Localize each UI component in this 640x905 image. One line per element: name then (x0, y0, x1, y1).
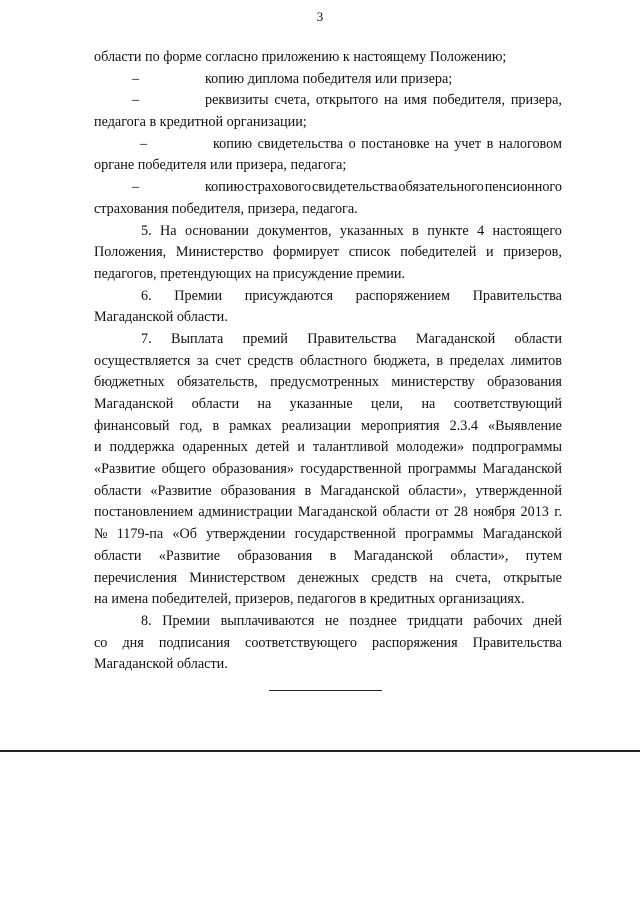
word: пенсионного (484, 179, 562, 196)
word: в (486, 135, 494, 152)
paragraph-7-line (94, 351, 562, 373)
word: страхового (245, 179, 311, 196)
word: свидетельства (257, 135, 344, 152)
word: имя (403, 92, 427, 109)
word: налоговом (498, 135, 562, 152)
paragraph-5-line (94, 221, 562, 243)
word: постановке (361, 135, 430, 152)
word: пункте (427, 222, 469, 239)
word: 4 (477, 222, 485, 239)
word: лимитов (510, 352, 562, 369)
word: от (435, 504, 449, 521)
word: распоряжения (372, 634, 458, 651)
list-item-tax-certificate (94, 134, 562, 156)
word: «Выявление (487, 417, 562, 434)
word: основании (184, 222, 249, 239)
word: «Развитие (94, 461, 156, 478)
word: Магаданской (415, 330, 496, 347)
word: бюджетных (94, 374, 165, 391)
word: «Развитие (158, 547, 221, 564)
list-dash: – (132, 92, 140, 109)
word: обязательств, (176, 374, 258, 391)
word: На (160, 222, 177, 239)
word: утверждении (206, 526, 286, 543)
paragraph-8-line: Магаданской области. (94, 656, 228, 673)
word: тридцати (407, 612, 463, 629)
word: соответствующего (245, 634, 357, 651)
word: Магаданской (297, 504, 378, 521)
word: формирует (273, 244, 340, 261)
word: Министерство (175, 244, 264, 261)
list-item-insurance-certificate (94, 177, 562, 199)
list-item-account (94, 90, 562, 112)
word: список (348, 244, 391, 261)
word: Положения, (94, 244, 167, 261)
paragraph-5-line (94, 242, 562, 264)
text-line: органе победителя или призера, педагога; (94, 157, 347, 174)
paragraph-7-line (94, 524, 562, 546)
word: 6. (141, 287, 152, 304)
word: цели, (371, 396, 404, 412)
word: документов, (257, 222, 332, 239)
word: области (191, 396, 240, 412)
word: № (94, 526, 108, 543)
word: перечисления (94, 569, 178, 586)
list-dash: – (140, 135, 148, 152)
word: 2.3.4 (449, 417, 478, 434)
word: на (384, 92, 398, 109)
word: счета, (455, 569, 492, 586)
paragraph-5-line: педагогов, претендующих на присуждение премии. (94, 265, 406, 282)
word: молодежи» (396, 439, 465, 456)
paragraph-7-line (94, 568, 562, 590)
word: реализации (281, 417, 351, 434)
word: рабочих (473, 612, 523, 629)
word: образования (237, 547, 313, 564)
word: в (329, 547, 337, 564)
word: области (514, 330, 562, 347)
list-dash: – (132, 70, 140, 87)
word: год, (179, 417, 203, 434)
word: «Об (172, 526, 197, 543)
word: области», (408, 482, 467, 499)
word: и (486, 244, 494, 261)
word: выплачиваются (220, 612, 315, 629)
word: указанные (289, 396, 353, 412)
paragraph-7-line (94, 437, 562, 459)
word: образования (487, 374, 562, 391)
word: предусмотренных (270, 374, 379, 391)
word: на (429, 569, 444, 586)
paragraph-8-line (94, 611, 562, 633)
word: Премии (174, 287, 223, 304)
word: призера, (510, 92, 562, 109)
word: Магаданской (482, 526, 562, 543)
word: свидетельства (311, 179, 398, 196)
word: копию (205, 179, 245, 196)
word: денежных (297, 569, 360, 586)
paragraph-7-line (94, 394, 562, 416)
paragraph-6-line (94, 286, 562, 308)
word: средств (371, 569, 418, 586)
word: на (434, 135, 449, 152)
word: Магаданской (94, 396, 174, 412)
word: указанных (339, 222, 404, 239)
word: г. (554, 504, 562, 521)
word: поддержка (109, 439, 175, 456)
paragraph-8-line (94, 633, 562, 655)
word: бюджета, (373, 352, 430, 369)
word: 1179-па (116, 526, 164, 543)
word: Магаданской (320, 482, 400, 499)
word: открытого (315, 92, 379, 109)
document-body (94, 47, 562, 676)
word: «Развитие (150, 482, 212, 499)
word: позднее (349, 612, 397, 629)
word: распоряжением (355, 287, 451, 304)
word: дня (122, 634, 144, 651)
word: постановлением (94, 504, 194, 521)
word: рамках (229, 417, 272, 434)
word: образования» (212, 461, 294, 478)
word: победителей (400, 244, 477, 261)
list-item-text: копию диплома победителя или призера; (205, 70, 453, 87)
word: государственной (300, 461, 402, 478)
word: соответствующий (453, 396, 562, 412)
word: Правительства (472, 634, 562, 651)
word: средств (247, 352, 294, 369)
word: областного (299, 352, 367, 369)
word: со (94, 634, 108, 651)
word: мероприятия (360, 417, 440, 434)
word: копию (213, 135, 253, 152)
word: ноября (473, 504, 516, 521)
word: в (436, 352, 444, 369)
word: области (94, 482, 142, 499)
word: на (257, 396, 272, 412)
text-line: области по форме согласно приложению к настоящему Положению; (94, 49, 507, 65)
word: Премии (162, 612, 211, 629)
word: подписания (158, 634, 230, 651)
word: о (348, 135, 356, 152)
end-of-text-rule (269, 690, 382, 691)
word: финансовый (94, 417, 170, 434)
paragraph-7-line: на имена победителей, призеров, педагогов в кредитных организациях. (94, 591, 525, 608)
word: области (382, 504, 430, 521)
word: за (196, 352, 209, 369)
paragraph-7-line (94, 329, 562, 351)
word: образования (220, 482, 296, 499)
word: 28 (453, 504, 468, 521)
word: программы (404, 526, 474, 543)
word: премий (242, 330, 288, 347)
word: общего (161, 461, 206, 478)
word: Магаданской (482, 461, 562, 478)
word: 8. (141, 612, 152, 629)
word: подпрограммы (472, 439, 562, 456)
paragraph-6-line: Магаданской области. (94, 309, 228, 326)
word: на (421, 396, 436, 412)
word: Правительства (472, 287, 562, 304)
word: в (304, 482, 312, 499)
word: и (94, 439, 102, 456)
word: одаренных (182, 439, 248, 456)
word: путем (525, 547, 562, 564)
word: и (297, 439, 305, 456)
word: открытые (503, 569, 562, 586)
word: Магаданской (353, 547, 433, 564)
word: утвержденной (475, 482, 562, 499)
word: в (412, 222, 419, 239)
list-item-text (213, 134, 562, 156)
word: области», (450, 547, 509, 564)
word: присуждаются (244, 287, 333, 304)
paragraph-7-line (94, 502, 562, 524)
word: настоящего (492, 222, 562, 239)
word: победителя, (432, 92, 505, 109)
list-item-diploma (94, 69, 562, 91)
paragraph-7-line (94, 416, 562, 438)
word: детей (255, 439, 290, 456)
text-line: страхования победителя, призера, педагога. (94, 200, 358, 217)
word: призеров, (503, 244, 562, 261)
word: Правительства (307, 330, 397, 347)
word: счета, (274, 92, 311, 109)
word: не (324, 612, 339, 629)
word: Выплата (171, 330, 224, 347)
word: учет (454, 135, 482, 152)
page-number: 3 (316, 9, 324, 24)
word: государственной (294, 526, 396, 543)
word: счет (215, 352, 241, 369)
paragraph-7-line (94, 481, 562, 503)
word: 2013 (520, 504, 549, 521)
word: осуществляется (94, 352, 191, 369)
word: реквизиты (205, 92, 269, 109)
text-line: педагога в кредитной организации; (94, 114, 307, 131)
word: дней (533, 612, 562, 629)
list-dash: – (132, 179, 140, 196)
list-item-text (205, 177, 562, 199)
word: министерству (391, 374, 475, 391)
paragraph-7-line (94, 372, 562, 394)
word: талантливой (312, 439, 389, 456)
word: администрации (198, 504, 293, 521)
word: обязательного (398, 179, 484, 196)
word: в (212, 417, 220, 434)
paragraph-7-line (94, 459, 562, 481)
word: Министерством (189, 569, 286, 586)
word: 5. (141, 222, 152, 239)
list-item-text (205, 90, 562, 112)
word: 7. (141, 330, 152, 347)
word: пределах (449, 352, 505, 369)
page-bottom-rule (0, 750, 640, 752)
word: программы (407, 461, 477, 478)
paragraph-7-line (94, 546, 562, 568)
word: области (94, 547, 142, 564)
